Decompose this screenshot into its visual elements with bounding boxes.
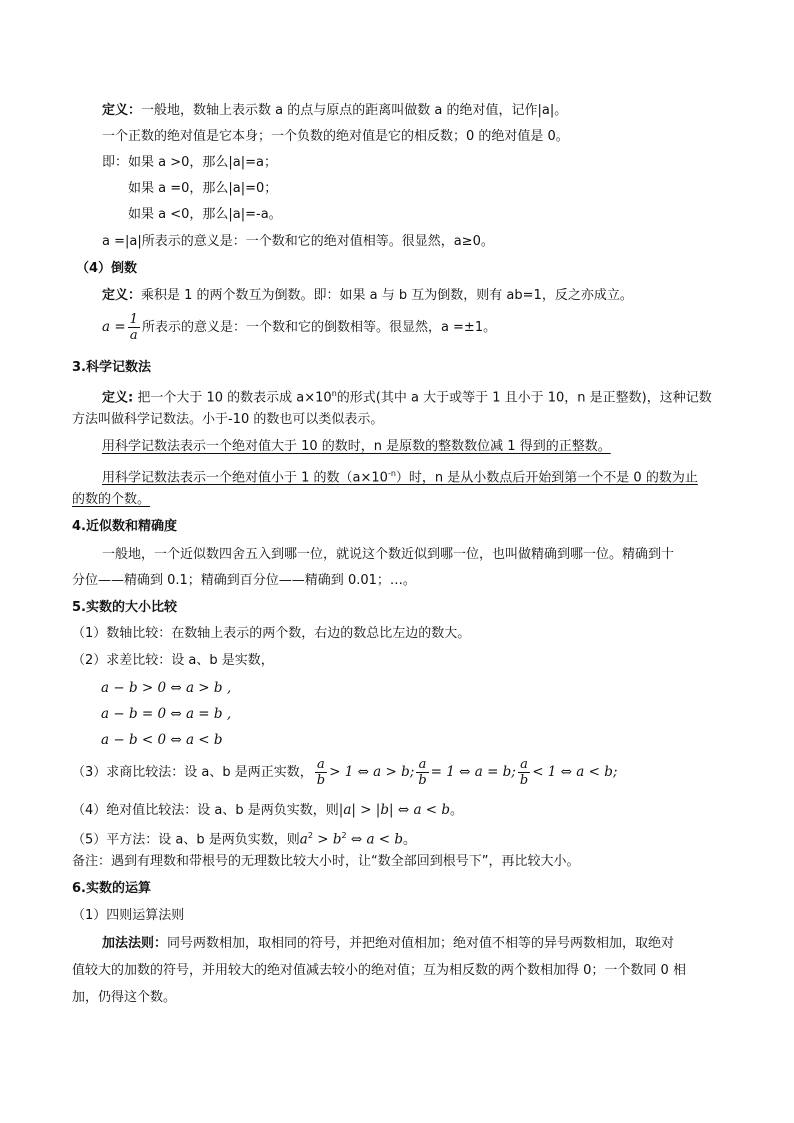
fraction-denominator: a bbox=[129, 328, 138, 343]
scientific-heading: 3.科学记数法 bbox=[72, 360, 151, 375]
abs-case-positive: 即：如果 a >0，那么|a|=a； bbox=[102, 155, 277, 170]
comparison-method-2: （2）求差比较：设 a、b 是实数， bbox=[72, 653, 274, 668]
approximation-line-1: 一般地，一个近似数四舍五入到哪一位，就说这个数近似到哪一位，也叫做精确到哪一位。精确到十 bbox=[102, 547, 675, 562]
abs-meaning: a =|a|所表示的意义是：一个数和它的绝对值相等。很显然，a≥0。 bbox=[102, 234, 494, 249]
fraction-numerator: a bbox=[315, 757, 327, 773]
quotient-fraction-1 bbox=[315, 757, 327, 788]
quotient-rule-less: < 1 ⇔ a < b; bbox=[532, 764, 618, 780]
approximation-heading: 4.近似数和精确度 bbox=[72, 519, 177, 534]
addition-rule-text: 同号两数相加，取相同的符号，并把绝对值相加；绝对值不相等的异号两数相加，取绝对 bbox=[167, 936, 675, 951]
square-method-end: 。 bbox=[403, 832, 417, 848]
reciprocal-fraction bbox=[128, 312, 140, 343]
comparison-method-4 bbox=[72, 800, 463, 821]
absolute-method-end: 。 bbox=[450, 803, 464, 818]
abs-case-negative: 如果 a <0，那么|a|=-a。 bbox=[128, 207, 282, 222]
scientific-small-rule-continued: 的数的个数。 bbox=[72, 492, 151, 507]
operations-heading: 6.实数的运算 bbox=[72, 881, 151, 896]
scientific-definition bbox=[102, 384, 712, 408]
fraction-numerator: a bbox=[416, 757, 428, 773]
scientific-def-part-b: 的形式(其中 a 大于或等于 1 且小于 10，n 是正整数)，这种记数 bbox=[336, 390, 712, 406]
abs-def-label: 定义： bbox=[102, 103, 142, 118]
abs-case-zero: 如果 a =0，那么|a|=0； bbox=[128, 181, 278, 196]
scientific-def-continued: 方法叫做科学记数法。小于-10 的数也可以类似表示。 bbox=[72, 412, 384, 427]
fraction-numerator: 1 bbox=[129, 312, 138, 327]
square-exponent-a: 2 bbox=[307, 831, 313, 840]
quotient-fraction-2 bbox=[416, 757, 428, 788]
addition-rule-line-3: 加，仍得这个数。 bbox=[72, 990, 177, 1005]
small-rule-part-b: ）时，n 是从小数点后开始到第一个不是 0 的数为止 bbox=[395, 470, 698, 486]
comparison-heading: 5.实数的大小比较 bbox=[72, 600, 177, 615]
scientific-large-rule: 用科学记数法表示一个绝对值大于 10 的数时，n 是原数的整数数位减 1 得到的正整数。 bbox=[102, 439, 611, 454]
reciprocal-definition bbox=[102, 286, 633, 306]
square-formula-a: a bbox=[299, 831, 308, 848]
difference-formula-greater: a − b > 0 ⇔ a > b , bbox=[101, 680, 232, 696]
abs-definition bbox=[102, 101, 567, 121]
small-rule-exponent: -n bbox=[387, 469, 396, 478]
comparison-method-5 bbox=[72, 826, 416, 850]
small-rule-part-a: 用科学记数法表示一个绝对值小于 1 的数（a×10 bbox=[102, 470, 388, 486]
fraction-denominator: b bbox=[519, 773, 529, 788]
abs-def-text: 一般地，数轴上表示数 a 的点与原点的距离叫做数 a 的绝对值，记作|a|。 bbox=[141, 103, 568, 118]
quotient-fraction-3 bbox=[518, 757, 530, 788]
scientific-def-part-a: 把一个大于 10 的数表示成 a×10 bbox=[133, 390, 332, 406]
fraction-denominator: b bbox=[418, 773, 427, 788]
difference-formula-less: a − b < 0 ⇔ a < b bbox=[101, 732, 223, 748]
quotient-rule-equal: = 1 ⇔ a = b; bbox=[430, 764, 516, 780]
comparison-method-3 bbox=[72, 755, 617, 790]
difference-formula-equal: a − b = 0 ⇔ a = b , bbox=[101, 706, 232, 722]
addition-rule-line-1 bbox=[102, 934, 674, 954]
reciprocal-lhs: a = bbox=[102, 319, 126, 335]
scientific-exponent: n bbox=[331, 389, 337, 398]
square-formula-b: > b bbox=[312, 831, 342, 848]
reciprocal-heading: （4）倒数 bbox=[76, 261, 138, 276]
reciprocal-def-text: 乘积是 1 的两个数互为倒数。即：如果 a 与 b 互为倒数，则有 ab=1，反之亦成立。 bbox=[141, 288, 633, 303]
square-exponent-b: 2 bbox=[341, 831, 347, 840]
fraction-numerator: a bbox=[518, 757, 530, 773]
fraction-denominator: b bbox=[316, 773, 326, 788]
comparison-note: 备注：遇到有理数和带根号的无理数比较大小时，让“数全部回到根号下”，再比较大小。 bbox=[72, 854, 580, 869]
reciprocal-meaning bbox=[102, 311, 496, 344]
addition-rule-label: 加法法则： bbox=[102, 936, 168, 951]
operations-subheading: （1）四则运算法则 bbox=[72, 908, 185, 923]
reciprocal-meaning-text: 所表示的意义是：一个数和它的倒数相等。很显然，a =±1。 bbox=[141, 320, 497, 335]
square-method-text: （5）平方法：设 a、b 是两负实数，则 bbox=[72, 832, 300, 848]
absolute-method-formula: |a| > |b| ⇔ a < b bbox=[338, 802, 451, 818]
quotient-rule-greater: > 1 ⇔ a > b; bbox=[329, 764, 415, 780]
reciprocal-def-label: 定义： bbox=[102, 288, 142, 303]
quotient-method-text: （3）求商比较法：设 a、b 是两正实数， bbox=[72, 765, 313, 780]
addition-rule-line-2: 值较大的加数的符号，并用较大的绝对值减去较小的绝对值；互为相反数的两个数相加得 0；一个数同 0 相 bbox=[72, 963, 686, 978]
scientific-def-label: 定义: bbox=[102, 390, 134, 406]
scientific-small-rule bbox=[102, 464, 698, 488]
comparison-method-1: （1）数轴比较：在数轴上表示的两个数，右边的数总比左边的数大。 bbox=[72, 626, 471, 641]
abs-rule: 一个正数的绝对值是它本身；一个负数的绝对值是它的相反数；0 的绝对值是 0。 bbox=[102, 129, 569, 144]
absolute-method-text: （4）绝对值比较法：设 a、b 是两负实数，则 bbox=[72, 803, 339, 818]
square-formula-c: ⇔ a < b bbox=[346, 831, 404, 848]
approximation-line-2: 分位——精确到 0.1；精确到百分位——精确到 0.01；…。 bbox=[72, 573, 416, 588]
